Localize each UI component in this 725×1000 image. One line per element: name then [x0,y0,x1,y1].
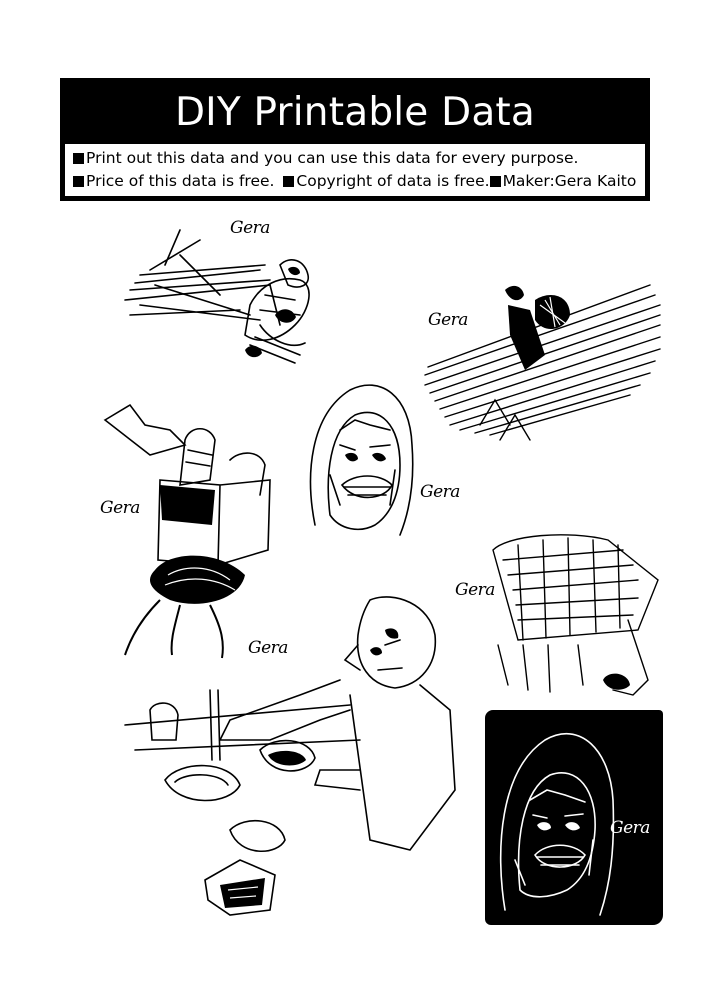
woven-basket-sketch [488,520,668,700]
signature: Gera [100,498,140,518]
figure-on-hillside-sketch [420,275,665,450]
signature: Gera [230,218,270,238]
info-line-1 [73,147,637,170]
hunched-figure-sketch [120,225,330,375]
usage-note: Print out this data and you can use this data for every purpose. [86,149,579,167]
info-line-2 [73,170,637,193]
man-eating-meal-sketch [120,590,465,920]
signature: Gera [420,482,460,502]
square-bullet-icon [490,176,501,187]
page-title: DIY Printable Data [174,90,536,135]
price-note: Price of this data is free. [86,172,275,190]
info-box [65,144,645,196]
hooded-woman-inverted-sketch [485,710,663,925]
signature: Gera [455,580,495,600]
square-bullet-icon [73,153,84,164]
square-bullet-icon [283,176,294,187]
maker-note: Maker:Gera Kaito [502,172,637,190]
header-banner [60,78,650,201]
square-bullet-icon [73,176,84,187]
copyright-note: Copyright of data is free. [296,172,490,190]
signature: Gera [428,310,468,330]
hooded-woman-face-sketch [300,375,420,540]
signature: Gera [248,638,288,658]
signature: Gera [610,818,650,838]
